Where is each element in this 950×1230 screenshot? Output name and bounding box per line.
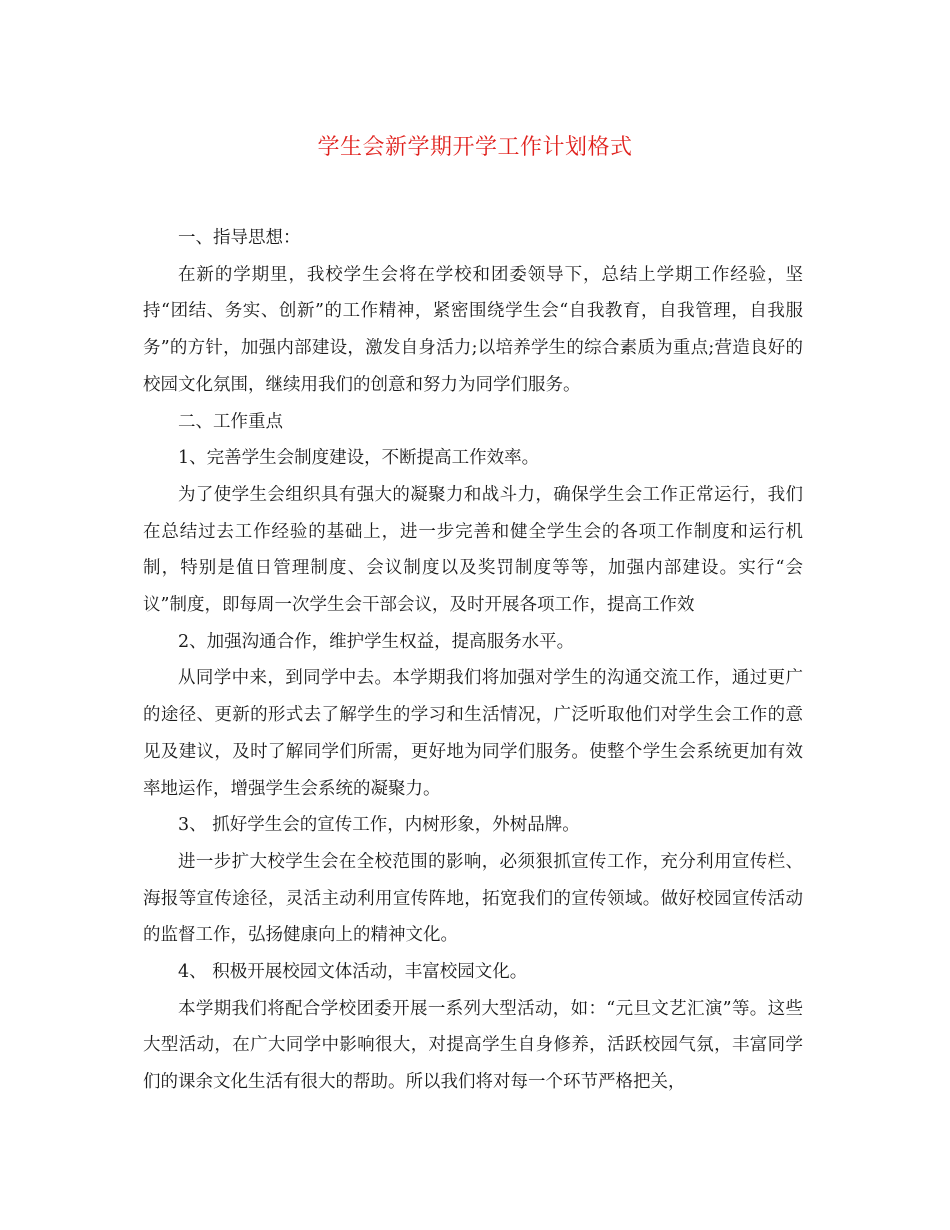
document-body [143,220,803,1101]
item-heading-1: 1、完善学生会制度建设，不断提高工作效率。 [178,448,540,469]
item-heading-3: 3、 抓好学生会的宣传工作，内树形象，外树品牌。 [178,815,580,836]
paragraph-item-1: 为了使学生会组织具有强大的凝聚力和战斗力，确保学生会工作正常运行，我们在总结过去工作经验的基础上，进一步完善和健全学生会的各项工作制度和运行机制，特别是值日管理制度、会议制度以及奖罚制度等等，加强内部建设。实行“会议”制度，即每周一次学生会干部会议，及时开展各项工作，提高工作效 [143,484,803,616]
paragraph-item-2: 从同学中来，到同学中去。本学期我们将加强对学生的沟通交流工作，通过更广的途径、更新的形式去了解学生的学习和生活情况，广泛听取他们对学生会工作的意见及建议，及时了解同学们所需，更好地为同学们服务。使整个学生会系统更加有效率地运作，增强学生会系统的凝聚力。 [143,668,803,799]
section-heading-guiding-thought: 一、指导思想： [178,228,301,248]
paragraph-item-4: 本学期我们将配合学校团委开展一系列大型活动，如：“元旦文艺汇演”等。这些大型活动，在广大同学中影响很大，对提高学生自身修养，活跃校园气氛，丰富同学们的课余文化生活有很大的帮助。所以我们将对每一个环节严格把关， [143,998,803,1093]
item-heading-2: 2、加强沟通合作，维护学生权益，提高服务水平。 [178,631,575,652]
document-title: 学生会新学期开学工作计划格式 [317,135,633,160]
item-heading-4: 4、 积极开展校园文体活动，丰富校园文化。 [178,962,528,983]
section-heading-work-focus: 二、工作重点 [178,411,283,432]
paragraph-item-3: 进一步扩大校学生会在全校范围的影响，必须狠抓宣传工作，充分利用宣传栏、海报等宣传途径，灵活主动利用宣传阵地，拓宽我们的宣传领域。做好校园宣传活动的监督工作，弘扬健康向上的精神文化。 [143,851,803,946]
paragraph-guiding-thought: 在新的学期里，我校学生会将在学校和团委领导下，总结上学期工作经验，坚持“团结、务实、创新”的工作精神，紧密围绕学生会“自我教育，自我管理，自我服务”的方针，加强内部建设，激发自身活力;以培养学生的综合素质为重点;营造良好的校园文化氛围，继续用我们的创意和努力为同学们服务。 [143,264,803,395]
